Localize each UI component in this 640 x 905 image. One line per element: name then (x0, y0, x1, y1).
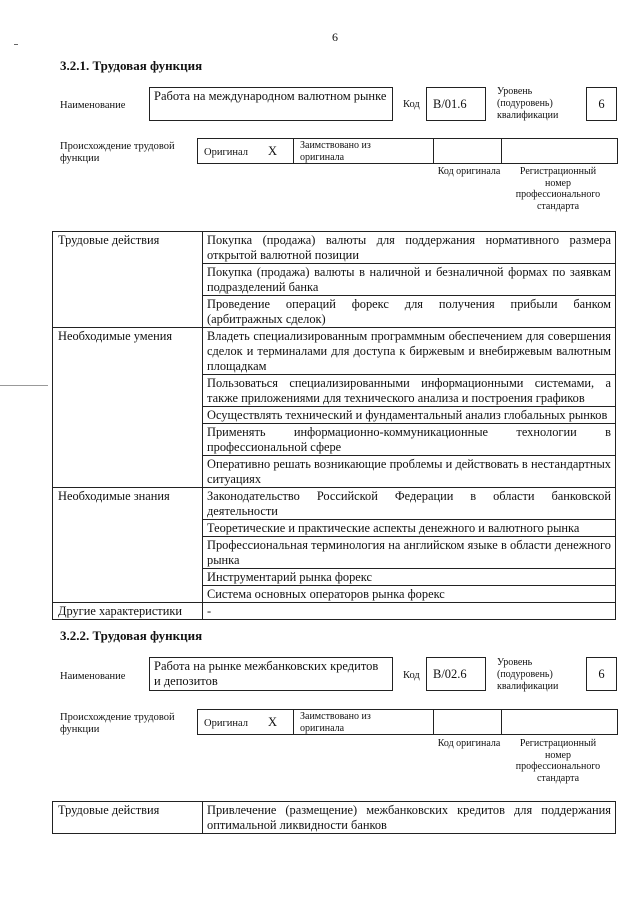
name-label: Наименование (60, 671, 126, 682)
table-row: Законодательство Российской Федерации в области банковской деятельности (203, 488, 616, 520)
borrowed-label: Заимствовано из оригинала (300, 140, 371, 163)
borrowed-label: Заимствовано из оригинала (300, 711, 371, 734)
table-row: Привлечение (размещение) межбанковских кредитов для поддержания оптимальной ликвидности банков (203, 802, 616, 834)
function-name: Работа на рынке межбанковских кредитов и депозитов (149, 657, 393, 691)
reg-number-caption: Регистрационный номер профессионального стандарта (515, 166, 601, 212)
category-skills: Необходимые умения (53, 328, 203, 488)
code-original-caption: Код оригинала (437, 166, 501, 177)
category-knowledge: Необходимые знания (53, 488, 203, 603)
table-row: Инструментарий рынка форекс (203, 569, 616, 586)
section-heading: 3.2.1. Трудовая функция (60, 58, 203, 73)
origin-row (197, 138, 618, 164)
table-row: Покупка (продажа) валюты в наличной и безналичной формах по заявкам подразделений банка (203, 264, 616, 296)
section-heading: 3.2.2. Трудовая функция (60, 628, 203, 643)
table-row: Теоретические и практические аспекты денежного и валютного рынка (203, 520, 616, 537)
original-mark: X (268, 715, 278, 729)
category-labor-actions: Трудовые действия (53, 232, 203, 328)
code-label: Код (403, 670, 420, 681)
table-row: Применять информационно-коммуникационные технологии в профессиональной сфере (203, 424, 616, 456)
level-value: 6 (586, 87, 617, 121)
page-number: 6 (332, 30, 338, 44)
function-code: В/01.6 (426, 87, 486, 121)
table-row: Пользоваться специализированными информационными системами, а также приложениями для технического анализа и построения графиков (203, 375, 616, 407)
table-row: Оперативно решать возникающие проблемы и действовать в нестандартных ситуациях (203, 456, 616, 488)
scan-mark (0, 385, 48, 386)
name-label: Наименование (60, 100, 126, 111)
level-label: Уровень (подуровень) квалификации (497, 86, 559, 121)
origin-label: Происхождение трудовой функции (60, 141, 175, 164)
original-mark: X (268, 144, 278, 158)
function-table (52, 231, 616, 620)
original-label: Оригинал (204, 147, 248, 158)
category-other: Другие характеристики (53, 603, 203, 620)
original-label: Оригинал (204, 718, 248, 729)
table-row: Проведение операций форекс для получения прибыли банком (арбитражных сделок) (203, 296, 616, 328)
scan-mark (14, 44, 18, 45)
origin-label: Происхождение трудовой функции (60, 712, 175, 735)
table-row: Осуществлять технический и фундаментальный анализ глобальных рынков (203, 407, 616, 424)
table-row: Владеть специализированным программным обеспечением для совершения сделок и терминалами для доступа к биржевым и внебиржевым валютным площадкам (203, 328, 616, 375)
category-labor-actions: Трудовые действия (53, 802, 203, 834)
table-row: - (203, 603, 616, 620)
code-label: Код (403, 99, 420, 110)
level-label: Уровень (подуровень) квалификации (497, 657, 559, 692)
level-value: 6 (586, 657, 617, 691)
function-table (52, 801, 616, 834)
origin-row (197, 709, 618, 735)
table-row: Система основных операторов рынка форекс (203, 586, 616, 603)
table-row: Покупка (продажа) валюты для поддержания нормативного размера открытой валютной позиции (203, 232, 616, 264)
code-original-caption: Код оригинала (437, 738, 501, 749)
function-name: Работа на международном валютном рынке (149, 87, 393, 121)
reg-number-caption: Регистрационный номер профессионального стандарта (515, 738, 601, 784)
function-code: В/02.6 (426, 657, 486, 691)
table-row: Профессиональная терминология на английском языке в области денежного рынка (203, 537, 616, 569)
